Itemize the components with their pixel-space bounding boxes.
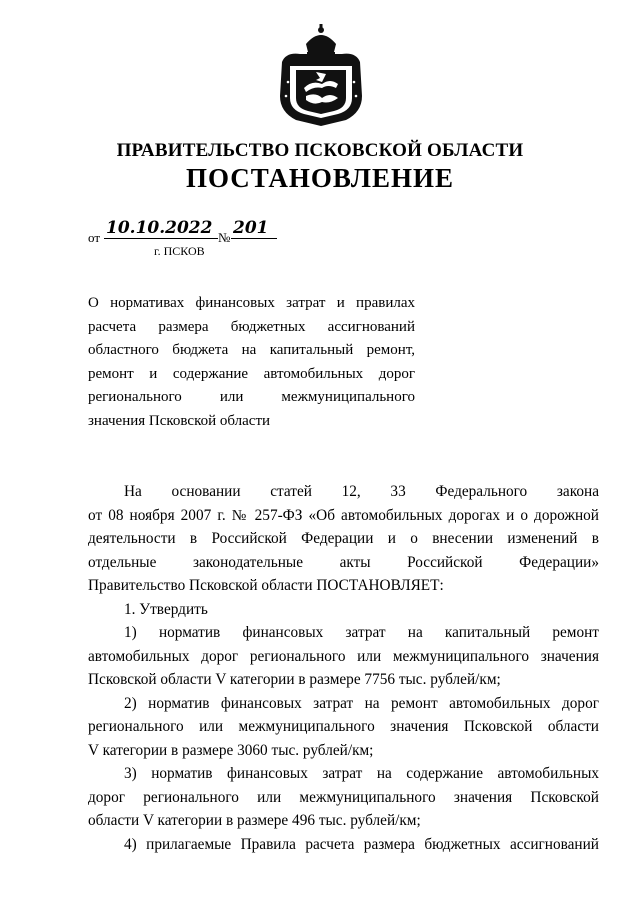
document-type-title: ПОСТАНОВЛЕНИЕ — [185, 163, 455, 193]
body-line: На основании статей 12, 33 Федерального закона — [124, 483, 599, 500]
body-line: 1) норматив финансовых затрат на капитальный ремонт — [124, 624, 599, 641]
body-line: отдельные законодательные акты Российской Федерации» — [88, 553, 599, 571]
coat-of-arms-emblem — [276, 22, 366, 127]
subject-line: ремонт и содержание автомобильных дорог — [88, 365, 415, 382]
subject-line: областного бюджета на капитальный ремонт, — [88, 342, 415, 358]
body-line: V категории в размере 3060 тыс. рублей/км; — [88, 741, 374, 759]
subject-line: расчета размера бюджетных ассигнований — [88, 318, 415, 335]
body-line: области V категории в размере 496 тыс. рублей/км; — [88, 812, 421, 829]
body-line: Правительство Псковской области ПОСТАНОВЛЯЕТ: — [88, 577, 444, 594]
body-line: дорог регионального или межмуниципального значения Псковской — [88, 788, 599, 806]
subject-line: О нормативах финансовых затрат и правилах — [88, 295, 415, 311]
date-label: от — [88, 230, 101, 245]
city-label: г. ПСКОВ — [154, 244, 205, 258]
document-date: 10.10.2022 — [104, 218, 218, 239]
body-line: 2) норматив финансовых затрат на ремонт автомобильных дорог — [124, 694, 599, 712]
body-line: 1. Утвердить — [124, 600, 208, 618]
body-line: Псковской области V категории в размере 7756 тыс. рублей/км; — [88, 671, 501, 688]
organization-title: ПРАВИТЕЛЬСТВО ПСКОВСКОЙ ОБЛАСТИ — [116, 140, 524, 161]
number-label: № — [218, 230, 231, 245]
document-subject — [88, 292, 415, 433]
body-line: 4) прилагаемые Правила расчета размера бюджетных ассигнований — [124, 835, 599, 853]
body-line: автомобильных дорог регионального или межмуниципального значения — [88, 647, 599, 665]
document-number: 201 — [231, 218, 277, 239]
subject-line: значения Псковской области — [88, 412, 271, 429]
document-meta — [88, 220, 388, 260]
body-line: от 08 ноября 2007 г. № 257-ФЗ «Об автомобильных дорогах и о дорожной — [88, 506, 599, 524]
subject-line: регионального или межмуниципального — [88, 389, 415, 405]
body-line: деятельности в Российской Федерации и о внесении изменений в — [88, 530, 599, 547]
document-body — [88, 480, 599, 856]
body-line: 3) норматив финансовых затрат на содержание автомобильных — [124, 765, 599, 782]
body-line: регионального или межмуниципального значения Псковской области — [88, 718, 599, 735]
